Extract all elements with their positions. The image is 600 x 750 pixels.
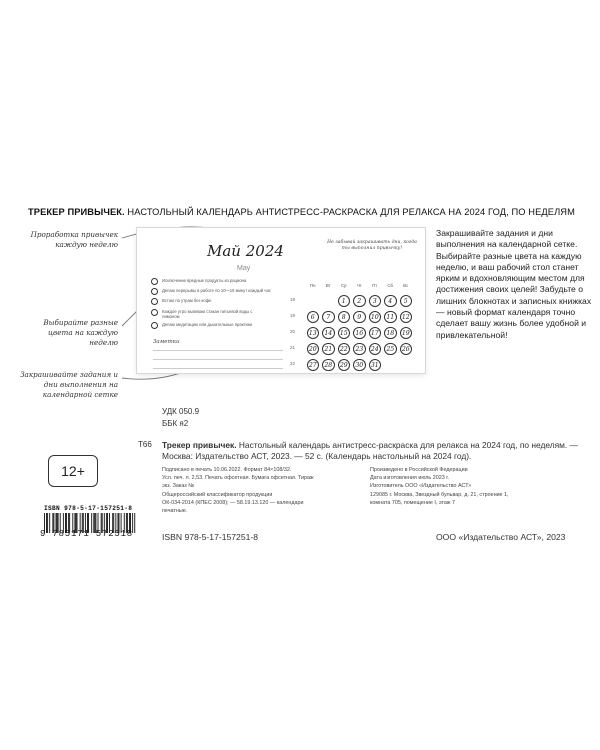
calendar-day[interactable]: 6 [307, 311, 320, 324]
calendar-day[interactable]: 23 [353, 343, 366, 356]
calendar-day[interactable]: 25 [384, 343, 397, 356]
note-fill: Закрашивайте задания и дни выполнения на календарной сетке [20, 370, 118, 399]
calendar-cell [305, 341, 321, 357]
calendar-cell [398, 293, 414, 309]
calendar-cell [398, 309, 414, 325]
calendar-week-row [305, 325, 414, 341]
calendar-day[interactable]: 30 [353, 359, 366, 372]
calendar-cell [398, 325, 414, 341]
checkbox-icon[interactable] [151, 322, 158, 329]
barcode-digits: 9 785171 572518 [40, 529, 134, 539]
age-rating-badge: 12+ [48, 455, 98, 487]
calendar-cell [352, 357, 368, 373]
calendar-day[interactable]: 31 [369, 359, 382, 372]
product-description: Закрашивайте задания и дни выполнения на календарной сетке. Выбирайте разные цвета на каждую неделю, и ваш рабочий стол станет ярким и вдохновляющим местом для достижения своих целей! Забудьте о лишних блокнотах и записных книжках — новый формат календаря точно сделает вашу жизнь более удобной и привлекательной! [436, 228, 592, 340]
week-number: 22 [290, 361, 296, 366]
calendar-cell [321, 309, 337, 325]
calendar-week-row [305, 293, 414, 309]
calendar-grid [305, 293, 414, 373]
calendar-cell [305, 309, 321, 325]
calendar-cell [352, 341, 368, 357]
calendar-cell [336, 293, 352, 309]
calendar-day[interactable]: 19 [400, 327, 413, 340]
calendar-cell [321, 293, 337, 309]
calendar-day[interactable]: 26 [400, 343, 413, 356]
calendar-cell [305, 357, 321, 373]
checkbox-icon[interactable] [151, 298, 158, 305]
calendar-day[interactable]: 7 [322, 311, 335, 324]
print-info: Подписано в печать 10.06.2022. Формат 84×108/32. Усл. печ. л. 2,53. Печать офсетная. Бумага офсетная. Тираж экз. Заказ № Общероссийский классификатор продукции ОК-034-2014 (КПЕС 2008); — 58.19.13.120 — календари печатные. [162, 467, 314, 515]
calendar-day[interactable]: 24 [369, 343, 382, 356]
habit-item: Делаю перерывы в работе по 10—15 минут каждый час [151, 288, 271, 295]
habit-item: Каждое утро выпиваю стакан питьевой воды с лимоном [151, 309, 271, 319]
publisher-info: Произведено в Российской Федерации Дата изготовления июль 2023 г. Изготовитель ООО «Издательство АСТ» 129085 г. Москва, Звездный бульвар, д. 21, строение 1, комната 705, помещение I, этаж 7 [370, 467, 509, 506]
month-title: Май 2024 [207, 242, 284, 260]
checkbox-icon[interactable] [151, 309, 158, 316]
calendar-cell [321, 341, 337, 357]
calendar-day[interactable]: 2 [353, 295, 366, 308]
isbn: ISBN 978-5-17-157251-8 [162, 532, 259, 542]
calendar-day[interactable]: 29 [338, 359, 351, 372]
calendar-cell [336, 341, 352, 357]
weekday-label: Пт [372, 283, 378, 288]
calendar-cell [383, 341, 399, 357]
author-code: Т66 [138, 440, 152, 449]
calendar-day[interactable]: 20 [307, 343, 320, 356]
calendar-week-row [305, 357, 414, 373]
week-number: 18 [290, 297, 296, 302]
barcode-isbn-label: ISBN 978-5-17-157251-8 [44, 505, 133, 512]
barcode-bar [134, 513, 135, 533]
title-rest: НАСТОЛЬНЫЙ КАЛЕНДАРЬ АНТИСТРЕСС-РАСКРАСКА ДЛЯ РЕЛАКСА НА 2024 ГОД, ПО НЕДЕЛЯМ [127, 207, 575, 217]
note-line [153, 368, 283, 369]
calendar-week-row [305, 341, 414, 357]
calendar-day[interactable]: 12 [400, 311, 413, 324]
weekday-label: Пн [310, 283, 316, 288]
calendar-cell [305, 325, 321, 341]
note-habits: Проработка привычек каждую неделю [30, 230, 118, 249]
calendar-cell [367, 309, 383, 325]
checkbox-icon[interactable] [151, 278, 158, 285]
catalog-entry [162, 440, 582, 461]
note-line [153, 359, 283, 360]
calendar-cell [367, 341, 383, 357]
calendar-day[interactable]: 14 [322, 327, 335, 340]
udk-code: УДК 050.9 [162, 407, 200, 416]
calendar-day[interactable]: 5 [400, 295, 413, 308]
calendar-cell [321, 357, 337, 373]
calendar-cell [398, 341, 414, 357]
title-bold: ТРЕКЕР ПРИВЫЧЕК. [28, 207, 125, 217]
month-subtitle: May [237, 265, 251, 272]
checkbox-icon[interactable] [151, 288, 158, 295]
calendar-cell [367, 325, 383, 341]
calendar-day[interactable]: 1 [338, 295, 351, 308]
calendar-cell [336, 325, 352, 341]
copyright: ООО «Издательство АСТ», 2023 [436, 532, 566, 542]
habit-item: Встаю по утрам без кофе [151, 298, 271, 305]
calendar-day[interactable]: 21 [322, 343, 335, 356]
calendar-cell [336, 357, 352, 373]
card-quote: Не забывай закрашивать дни, когда ты выполнил привычку! [327, 240, 417, 251]
arrow-to-habits [122, 310, 138, 326]
habit-list [151, 278, 271, 332]
note-line [153, 350, 283, 351]
weekday-label: Ср [341, 283, 347, 288]
calendar-day[interactable]: 11 [384, 311, 397, 324]
notes-label: Заметки [153, 339, 180, 345]
calendar-cell [352, 325, 368, 341]
calendar-day[interactable]: 4 [384, 295, 397, 308]
catalog-description: Настольный календарь антистресс-раскраска для релакса на 2024 год, по неделям. — Москва: Издательство АСТ, 2023. — 52 с. (Календарь настольный на 2024 год). [162, 440, 578, 461]
calendar-cell [352, 293, 368, 309]
calendar-day[interactable]: 15 [338, 327, 351, 340]
habit-item: Делаю медитацию или дыхательные практики [151, 322, 271, 329]
calendar-cell [383, 309, 399, 325]
calendar-cell [305, 293, 321, 309]
weekday-label: Вс [403, 283, 409, 288]
calendar-day[interactable]: 3 [369, 295, 382, 308]
weekday-header [305, 283, 414, 288]
calendar-day[interactable]: 17 [369, 327, 382, 340]
week-number: 21 [290, 345, 296, 350]
calendar-day[interactable]: 16 [353, 327, 366, 340]
calendar-cell [383, 357, 399, 373]
calendar-day[interactable]: 8 [338, 311, 351, 324]
calendar-cell [321, 325, 337, 341]
calendar-day[interactable]: 22 [338, 343, 351, 356]
calendar-card [137, 228, 425, 373]
calendar-cell [336, 309, 352, 325]
bbk-code: ББК я2 [162, 419, 189, 428]
catalog-title: Трекер привычек. [162, 440, 237, 450]
calendar-day[interactable]: 13 [307, 327, 320, 340]
weekday-label: Чт [356, 283, 362, 288]
calendar-cell [383, 293, 399, 309]
calendar-day[interactable]: 28 [322, 359, 335, 372]
calendar-cell [398, 357, 414, 373]
weekday-label: Вт [325, 283, 331, 288]
week-number: 19 [290, 313, 296, 318]
calendar-cell [367, 357, 383, 373]
calendar-day[interactable]: 18 [384, 327, 397, 340]
week-number: 20 [290, 329, 296, 334]
calendar-day[interactable]: 10 [369, 311, 382, 324]
calendar-day[interactable]: 9 [353, 311, 366, 324]
calendar-week-row [305, 309, 414, 325]
calendar-day[interactable]: 27 [307, 359, 320, 372]
calendar-cell [383, 325, 399, 341]
note-colors: Выбирайте разные цвета на каждую неделю [43, 318, 118, 347]
calendar-cell [352, 309, 368, 325]
weekday-label: Сб [387, 283, 394, 288]
calendar-cell [367, 293, 383, 309]
habit-item: Исключение вредные продукты из рациона [151, 278, 271, 285]
